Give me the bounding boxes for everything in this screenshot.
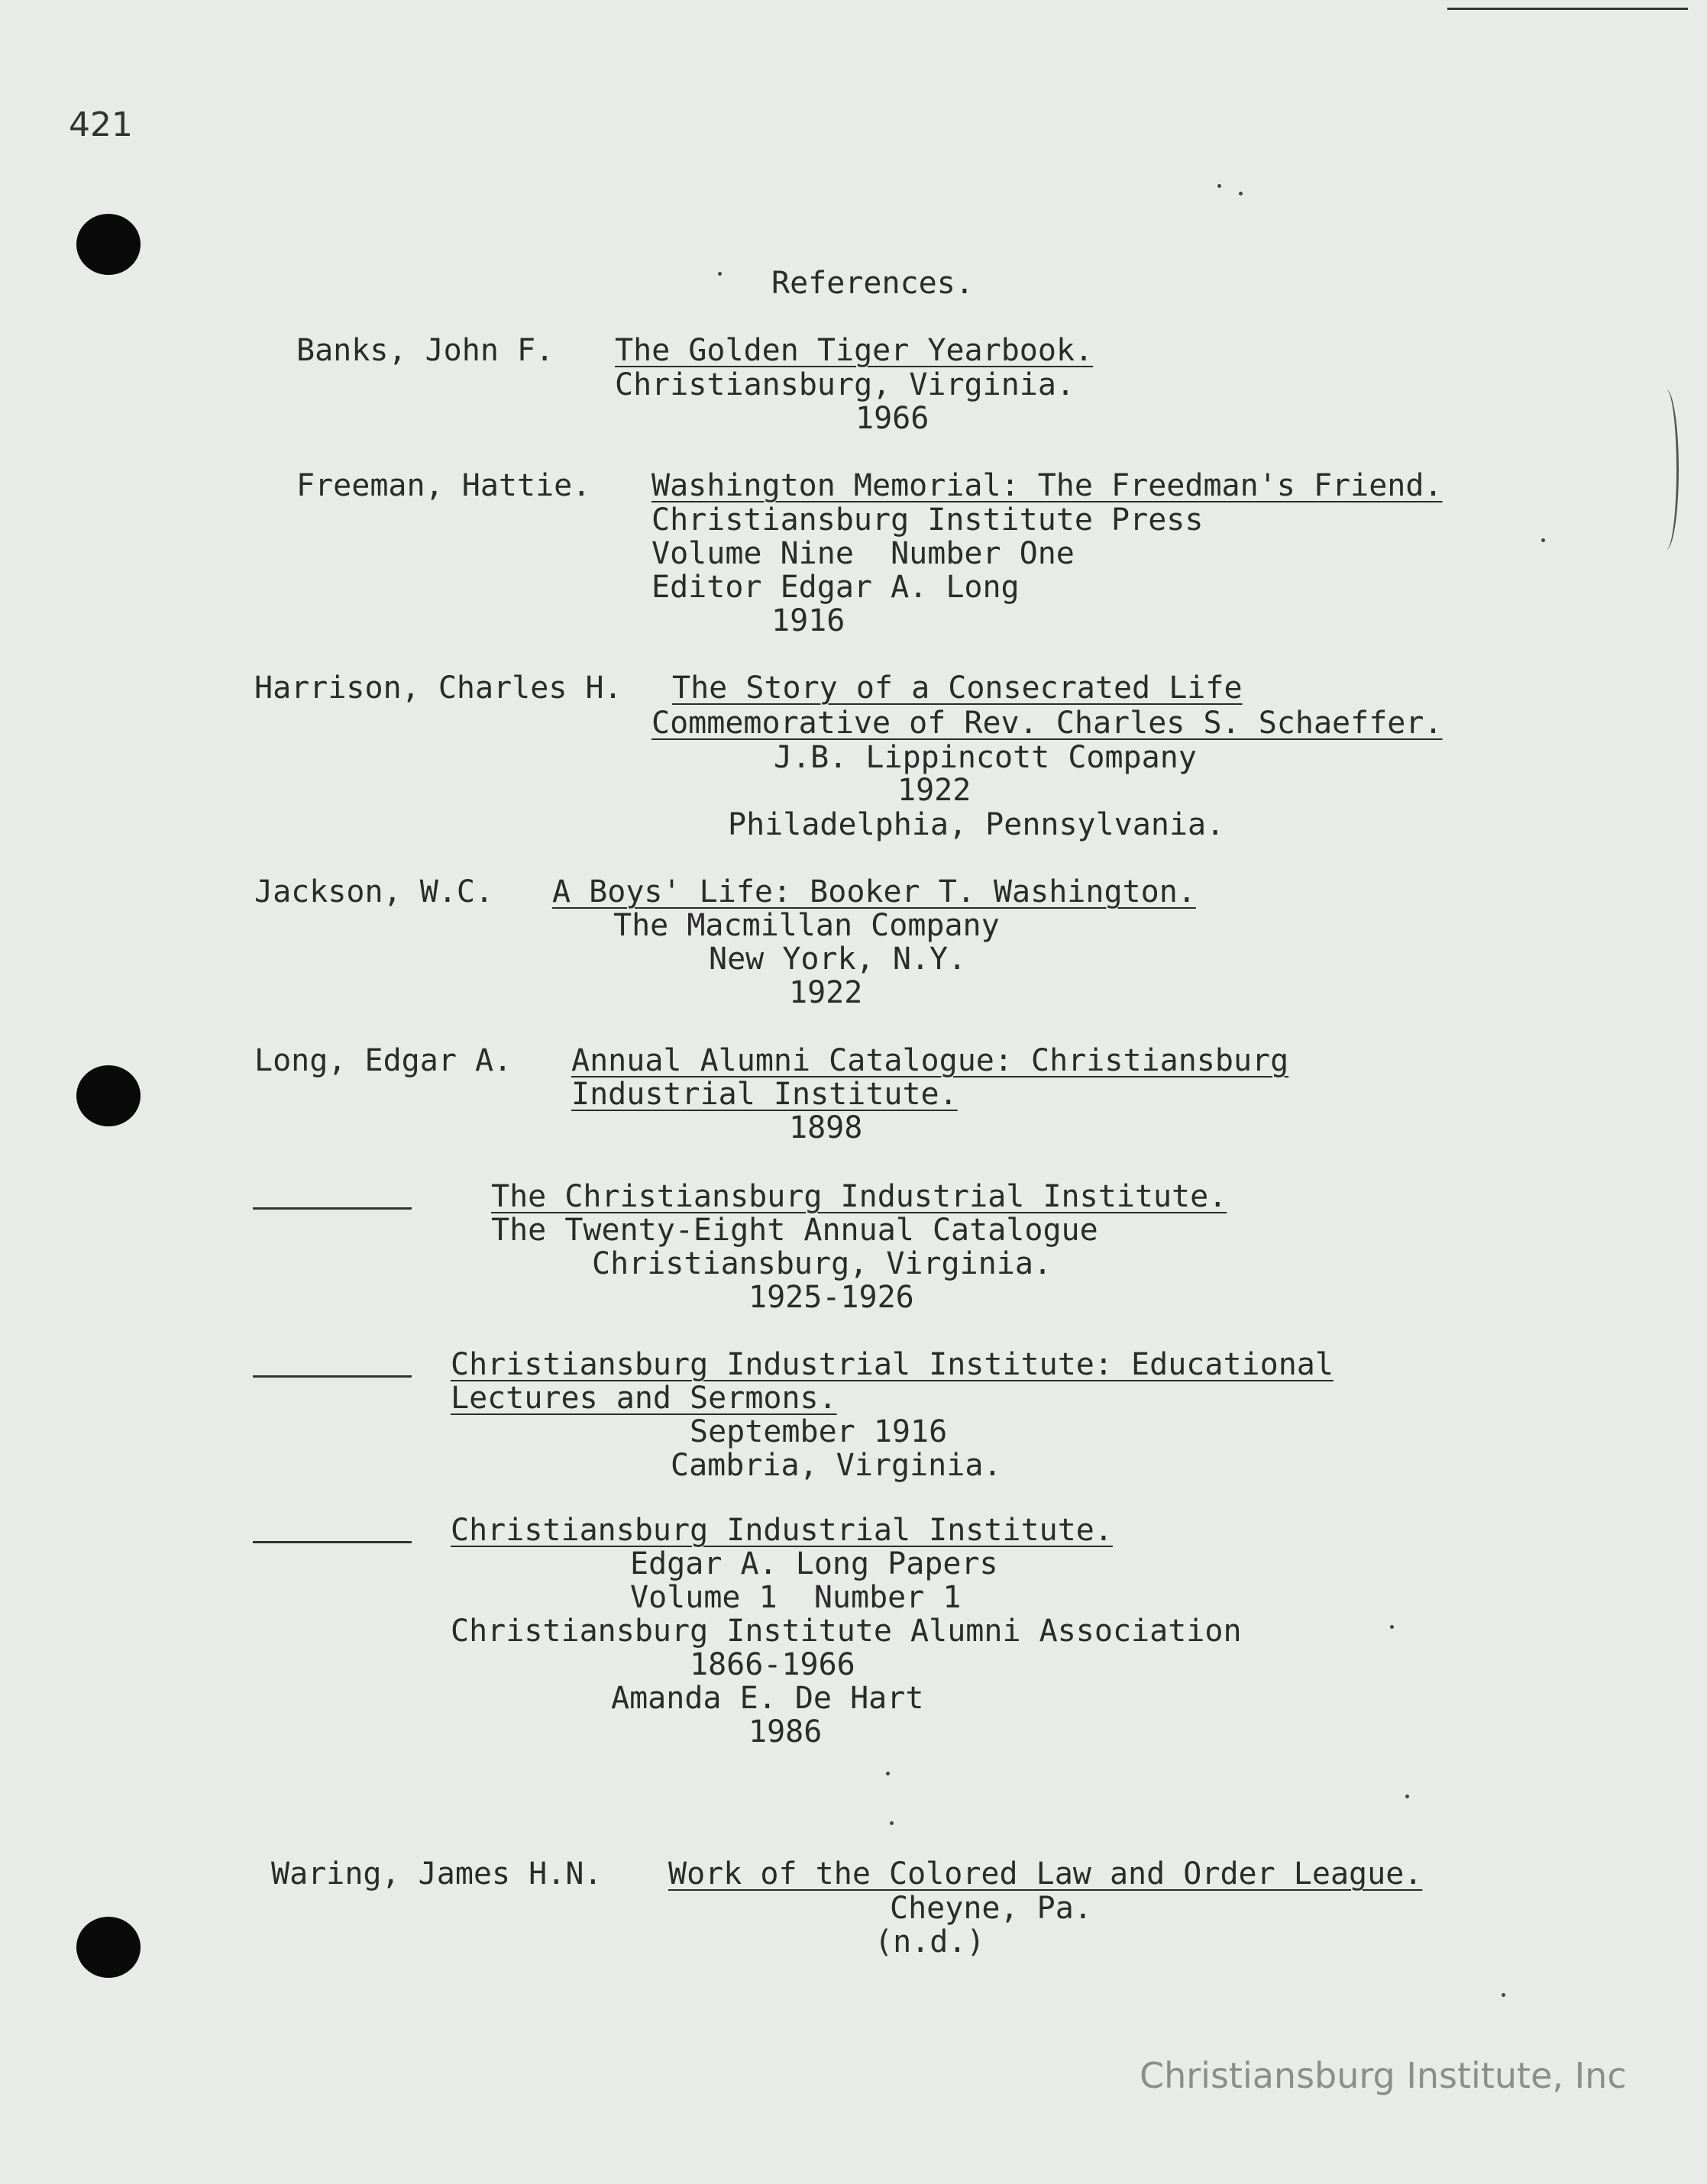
entry-detail: Christiansburg, Virginia. — [615, 367, 1075, 402]
entry-title: Commemorative of Rev. Charles S. Schaeffer. — [651, 706, 1443, 741]
entry-detail: Cambria, Virginia. — [671, 1448, 1002, 1483]
speck — [1405, 1795, 1409, 1798]
repeated-author-dash — [253, 1207, 412, 1210]
entry-detail: 1922 — [789, 975, 863, 1010]
entry-title: Christiansburg Industrial Institute: Educational — [451, 1347, 1334, 1382]
entry-detail: Edgar A. Long Papers — [630, 1546, 998, 1581]
entry-detail: (n.d.) — [875, 1924, 985, 1959]
entry-title: The Story of a Consecrated Life — [672, 670, 1243, 706]
entry-detail: The Twenty-Eight Annual Catalogue — [491, 1213, 1098, 1248]
entry-detail: Amanda E. De Hart — [611, 1681, 924, 1716]
entry-title: The Golden Tiger Yearbook. — [615, 333, 1094, 368]
entry-author: Freeman, Hattie. — [296, 468, 591, 503]
entry-title: Annual Alumni Catalogue: Christiansburg — [571, 1043, 1289, 1078]
punch-hole-bottom — [76, 1917, 141, 1978]
entry-detail: 1866-1966 — [690, 1647, 855, 1682]
speck — [1217, 184, 1221, 188]
entry-detail: September 1916 — [690, 1414, 948, 1449]
speck — [1390, 1625, 1394, 1629]
entry-author: Waring, James H.N. — [271, 1856, 603, 1892]
watermark: Christiansburg Institute, Inc — [1140, 2055, 1627, 2096]
punch-hole-middle — [76, 1065, 141, 1126]
repeated-author-dash — [253, 1375, 412, 1378]
repeated-author-dash — [253, 1541, 412, 1543]
entry-detail: New York, N.Y. — [709, 942, 967, 977]
entry-detail: 1916 — [771, 603, 845, 638]
entry-detail: Cheyne, Pa. — [890, 1891, 1092, 1926]
speck — [718, 272, 722, 276]
entry-detail: Philadelphia, Pennsylvania. — [728, 807, 1225, 842]
speck — [1239, 192, 1243, 195]
entry-detail: 1925-1926 — [748, 1280, 914, 1315]
punch-hole-top — [76, 214, 141, 275]
top-edge-line — [1447, 8, 1688, 10]
entry-detail: Christiansburg Institute Alumni Association — [451, 1614, 1242, 1649]
entry-detail: Christiansburg, Virginia. — [592, 1246, 1052, 1281]
entry-detail: 1966 — [855, 401, 929, 436]
entry-detail: The Macmillan Company — [613, 908, 1000, 943]
speck — [1502, 1993, 1505, 1997]
entry-title: Lectures and Sermons. — [451, 1381, 837, 1416]
entry-author: Long, Edgar A. — [254, 1043, 512, 1078]
speck — [1541, 538, 1545, 542]
entry-detail: Volume Nine Number One — [651, 536, 1075, 571]
entry-author: Banks, John F. — [296, 333, 554, 368]
entry-author: Jackson, W.C. — [254, 874, 494, 909]
page-title: References. — [771, 266, 974, 301]
entry-detail: 1922 — [897, 773, 972, 808]
speck — [890, 1821, 894, 1825]
entry-title: Industrial Institute. — [571, 1077, 958, 1112]
page-edge-curve — [1654, 389, 1679, 550]
page-number: 421 — [69, 105, 133, 144]
entry-title: Christiansburg Industrial Institute. — [451, 1513, 1113, 1548]
entry-title: Washington Memorial: The Freedman's Friend. — [651, 468, 1443, 503]
entry-detail: Volume 1 Number 1 — [630, 1580, 962, 1615]
entry-detail: 1986 — [748, 1714, 823, 1749]
entry-detail: Editor Edgar A. Long — [651, 570, 1020, 605]
entry-detail: J.B. Lippincott Company — [774, 740, 1197, 775]
entry-title: Work of the Colored Law and Order League. — [668, 1856, 1423, 1892]
entry-title: A Boys' Life: Booker T. Washington. — [552, 874, 1196, 909]
speck — [886, 1772, 890, 1775]
entry-detail: 1898 — [789, 1110, 863, 1145]
entry-detail: Christiansburg Institute Press — [651, 502, 1204, 538]
entry-title: The Christiansburg Industrial Institute. — [491, 1179, 1227, 1214]
entry-author: Harrison, Charles H. — [254, 670, 622, 706]
